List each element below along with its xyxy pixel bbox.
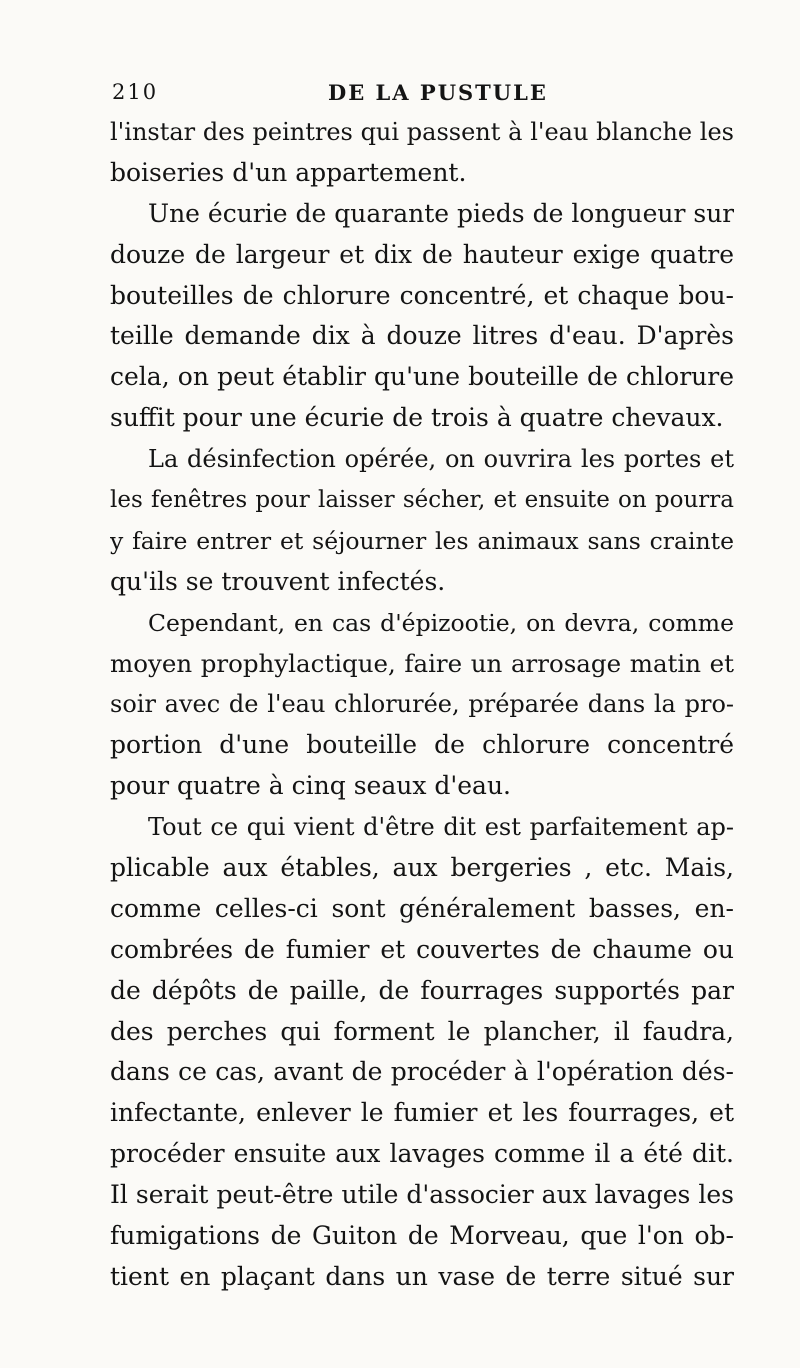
text-line: des perches qui forment le plancher, il faudra,	[110, 1016, 734, 1046]
text-line: y faire entrer et séjourner les animaux sans crainte	[110, 526, 734, 555]
text-line: suffit pour une écurie de trois à quatre chevaux.	[110, 403, 724, 433]
text-line: Une écurie de quarante pieds de longueur sur	[148, 198, 734, 228]
text-line: bouteilles de chlorure concentré, et chaque bou-	[110, 280, 734, 310]
text-line: les fenêtres pour laisser sécher, et ensuite on pourra	[110, 487, 734, 514]
text-line: dans ce cas, avant de procéder à l'opération dés-	[110, 1057, 734, 1087]
text-line: qu'ils se trouvent infectés.	[110, 566, 446, 596]
text-line: moyen prophylactique, faire un arrosage matin et	[110, 648, 734, 678]
text-line: tient en plaçant dans un vase de terre situé sur	[110, 1261, 734, 1291]
text-line: Tout ce qui vient d'être dit est parfaitement ap-	[148, 813, 734, 842]
text-line: l'instar des peintres qui passent à l'eau blanche les	[110, 118, 734, 146]
text-line: procéder ensuite aux lavages comme il a été dit.	[110, 1139, 734, 1169]
text-line: comme celles-ci sont généralement basses, en-	[110, 893, 734, 923]
text-line: pour quatre à cinq seaux d'eau.	[110, 771, 512, 801]
body-text	[110, 112, 734, 1298]
text-line: infectante, enlever le fumier et les fourrages, et	[110, 1098, 734, 1128]
running-head	[112, 80, 552, 108]
text-line: soir avec de l'eau chlorurée, préparée dans la pro-	[110, 690, 734, 719]
text-line: douze de largeur et dix de hauteur exige quatre	[110, 239, 734, 269]
text-line: fumigations de Guiton de Morveau, que l'on ob-	[110, 1221, 734, 1251]
text-line: combrées de fumier et couvertes de chaume ou	[110, 934, 734, 964]
running-title: DE LA PUSTULE	[328, 80, 548, 105]
page-number: 210	[112, 80, 159, 104]
text-line: plicable aux étables, aux bergeries , etc. Mais,	[110, 853, 734, 883]
text-line: portion d'une bouteille de chlorure concentré	[110, 730, 734, 760]
text-line: teille demande dix à douze litres d'eau. D'après	[110, 321, 734, 351]
text-line: cela, on peut établir qu'une bouteille de chlorure	[110, 362, 734, 392]
text-line: boiseries d'un appartement.	[110, 157, 467, 187]
text-line: La désinfection opérée, on ouvrira les portes et	[148, 445, 734, 474]
text-line: Cependant, en cas d'épizootie, on devra, comme	[148, 608, 734, 637]
text-line: Il serait peut-être utile d'associer aux lavages les	[110, 1180, 734, 1210]
text-line: de dépôts de paille, de fourrages supportés par	[110, 975, 734, 1005]
